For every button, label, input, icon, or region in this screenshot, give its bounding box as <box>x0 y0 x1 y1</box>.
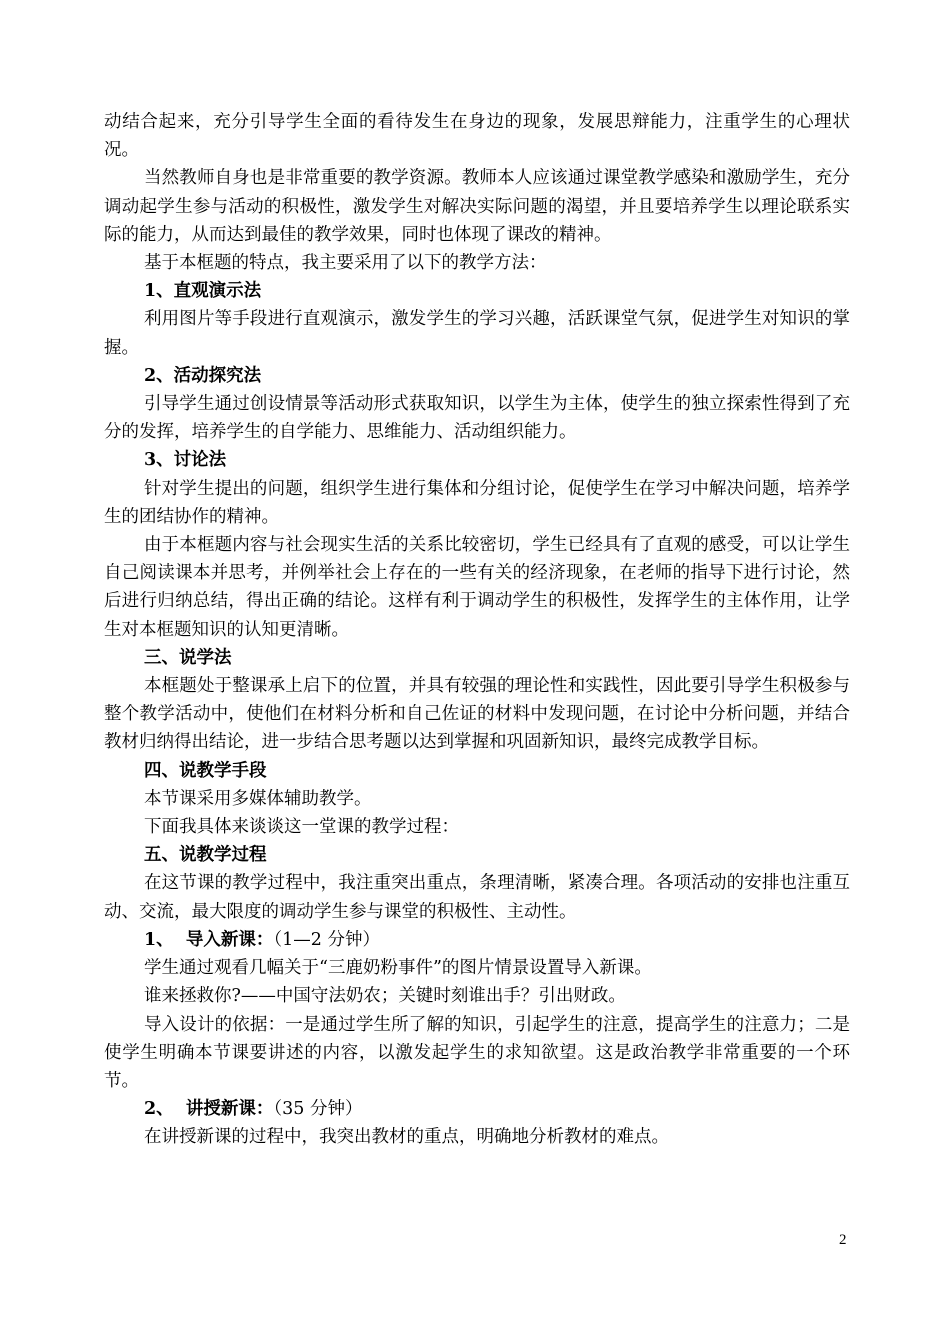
heading-text: 四、说教学手段 <box>144 760 267 781</box>
section-heading <box>104 362 850 390</box>
heading-text: 1、直观演示法 <box>144 281 262 302</box>
body-paragraph: 当然教师自身也是非常重要的教学资源。教师本人应该通过课堂教学感染和激励学生，充分调动起学生参与活动的积极性，激发学生对解决实际问题的渴望，并且要培养学生以理论联系实际的能力，从而达到最佳的教学效果，同时也体现了课改的精神。 <box>104 168 850 245</box>
heading-text: 2、活动探究法 <box>144 365 262 386</box>
heading-text: 2、 讲授新课： <box>144 1099 274 1120</box>
body-paragraph: 谁来拯救你?——中国守法奶农；关键时刻谁出手？引出财政。 <box>144 986 626 1007</box>
body-paragraph: 由于本框题内容与社会现实生活的关系比较密切，学生已经具有了直观的感受，可以让学生自己阅读课本并思考，并例举社会上存在的一些有关的经济现象，在老师的指导下进行讨论，然后进行归纳总结，得出正确的结论。这样有利于调动学生的积极性，发挥学生的主体作用，让学生对本框题知识的认知更清晰。 <box>104 535 850 640</box>
heading-text: 3、讨论法 <box>144 450 227 471</box>
section-heading <box>104 277 850 305</box>
body-paragraph: 本框题处于整课承上启下的位置，并具有较强的理论性和实践性，因此要引导学生积极参与整个教学活动中，使他们在材料分析和自己佐证的材料中发现问题，在讨论中分析问题，并结合教材归纳得出结论，进一步结合思考题以达到掌握和巩固新知识，最终完成教学目标。 <box>104 676 850 753</box>
body-paragraph: 下面我具体来谈谈这一堂课的教学过程： <box>144 817 459 838</box>
section-heading <box>104 644 850 672</box>
body-paragraph: 本节课采用多媒体辅助教学。 <box>144 788 372 809</box>
heading-text: 1、 导入新课： <box>144 929 274 950</box>
document-body <box>104 108 850 1152</box>
section-heading <box>104 757 850 785</box>
heading-time-note: （35 分钟） <box>273 1099 363 1120</box>
section-heading <box>104 1095 850 1123</box>
body-paragraph: 导入设计的依据：一是通过学生所了解的知识，引起学生的注意，提高学生的注意力；二是使学生明确本节课要讲述的内容，以激发起学生的求知欲望。这是政治教学非常重要的一个环节。 <box>104 1014 850 1091</box>
heading-time-note: （1—2 分钟） <box>273 929 380 950</box>
page-number: 2 <box>839 1232 847 1248</box>
body-paragraph: 在讲授新课的过程中，我突出教材的重点，明确地分析教材的难点。 <box>144 1127 669 1148</box>
heading-text: 五、说教学过程 <box>144 845 267 866</box>
heading-text: 三、说学法 <box>144 647 232 668</box>
section-heading <box>104 841 850 869</box>
body-paragraph: 学生通过观看几幅关于“三鹿奶粉事件”的图片情景设置导入新课。 <box>144 958 652 979</box>
section-heading <box>104 926 850 954</box>
body-paragraph: 针对学生提出的问题，组织学生进行集体和分组讨论，促使学生在学习中解决问题，培养学生的团结协作的精神。 <box>104 478 850 527</box>
body-paragraph: 基于本框题的特点，我主要采用了以下的教学方法： <box>144 253 547 274</box>
body-paragraph: 动结合起来，充分引导学生全面的看待发生在身边的现象，发展思辩能力，注重学生的心理状况。 <box>104 112 850 161</box>
body-paragraph: 利用图片等手段进行直观演示，激发学生的学习兴趣，活跃课堂气氛，促进学生对知识的掌握。 <box>104 309 850 358</box>
body-paragraph: 在这节课的教学过程中，我注重突出重点，条理清晰，紧凑合理。各项活动的安排也注重互动、交流，最大限度的调动学生参与课堂的积极性、主动性。 <box>104 873 850 922</box>
body-paragraph: 引导学生通过创设情景等活动形式获取知识，以学生为主体，使学生的独立探索性得到了充分的发挥，培养学生的自学能力、思维能力、活动组织能力。 <box>104 394 850 443</box>
section-heading <box>104 446 850 474</box>
